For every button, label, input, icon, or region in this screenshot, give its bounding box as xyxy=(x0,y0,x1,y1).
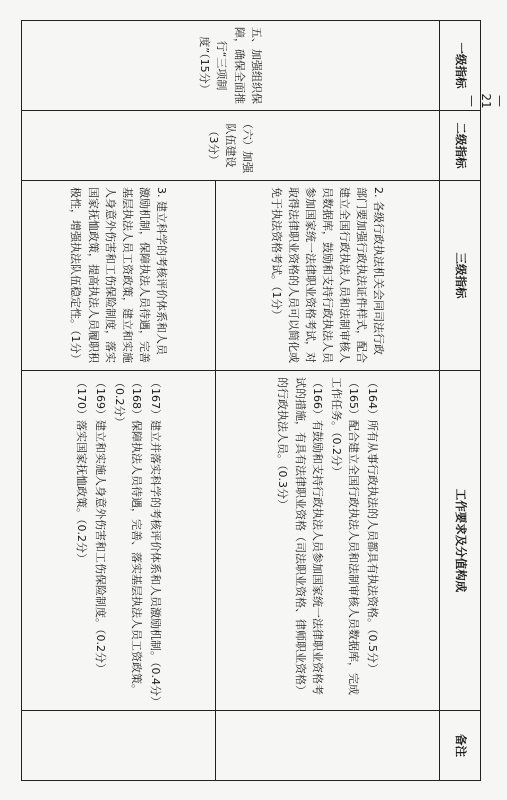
indicator-table xyxy=(21,20,481,781)
requirement-item: （164）所有从事行政执法的人员都具有执法资格。（0.5分） xyxy=(365,377,379,674)
level3-cell: 3. 建立科学的考核评价体系和人员激励机制，保障执法人员待遇，完善基层执法人员工资政策，建立和实施人身意外伤害和工伤保险制度，落实国家抚恤政策，提高执法人员履职积极性，增强执法队伍稳定性。（1分） xyxy=(22,181,216,371)
table-row xyxy=(216,21,440,781)
remark-cell xyxy=(22,711,216,781)
page-number: — 21 — xyxy=(465,93,507,109)
requirement-item: （166）有鼓励和支持行政执法人员参加国家统一法律职业资格考试的措施，有具有法律职业资格（司法职业资格、律师职业资格）的行政执法人员。（0.3分） xyxy=(276,377,324,696)
requirement-item: （170）落实国家抚恤政策。（0.2分） xyxy=(75,377,88,564)
header-level1: 一级指标 xyxy=(440,21,481,111)
remark-cell xyxy=(216,711,440,781)
requirement-cell xyxy=(22,371,216,711)
requirement-cell xyxy=(216,371,440,711)
requirement-item: （169）建立和实施人身意外伤害和工伤保险制度。（0.2分） xyxy=(94,377,108,674)
requirement-item: （168）保障执法人员待遇，完善、落实基层执法人员工资政策。（0.2分） xyxy=(113,377,144,695)
header-requirement: 工作要求及分值构成 xyxy=(440,371,481,711)
level2-cell: （六）加强队伍建设（3分） xyxy=(22,111,440,181)
requirement-item: （167）建立并落实科学的考核评价体系和人员激励机制。（0.4分） xyxy=(149,377,163,707)
level1-cell: 五、加强组织保障，确保全面推行“三项制度”（15分） xyxy=(22,21,440,111)
rotated-table-area xyxy=(21,20,481,780)
requirement-item: （165）配合建立全国行政执法人员和法制审核人员数据库，完成工作任务。（0.2分） xyxy=(329,377,360,695)
header-level3: 三级指标 xyxy=(440,181,481,371)
header-row xyxy=(440,21,481,781)
header-level2: 二级指标 xyxy=(440,111,481,181)
header-remark: 备注 xyxy=(440,711,481,781)
level3-cell: 2. 各级行政执法机关会同司法行政部门要加强行政执法证件样式，配合建立全国行政执法人员和法制审核人员数据库，鼓励和支持行政执法人员参加国家统一法律职业资格考试，对取得法律职业资格的人员可以简化或免于执法资格考试。（1分） xyxy=(216,181,440,371)
